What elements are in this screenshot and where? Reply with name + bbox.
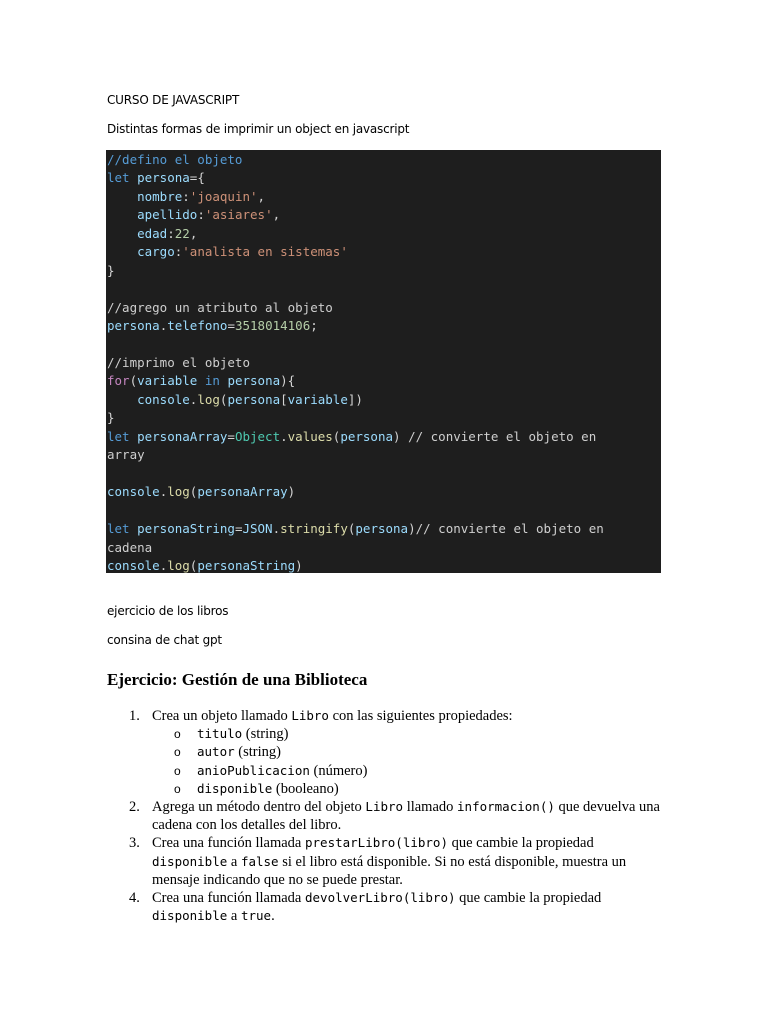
task-item: 1. Crea un objeto llamado Libro con las siguientes propiedades: bbox=[129, 708, 513, 724]
code-line: console.log(personaString) bbox=[107, 557, 303, 573]
task-number: 4. bbox=[129, 890, 140, 907]
task-number: 3. bbox=[129, 835, 140, 852]
subtitle: Distintas formas de imprimir un object en javascript bbox=[107, 122, 410, 136]
property-item: o autor (string) bbox=[174, 744, 281, 761]
property-item: o anioPublicacion (número) bbox=[174, 762, 368, 779]
code-line: array bbox=[107, 447, 145, 463]
code-line: cadena bbox=[107, 539, 153, 555]
task-number: 2. bbox=[129, 799, 140, 816]
code-line: console.log(persona[variable]) bbox=[137, 391, 363, 407]
code-content bbox=[107, 151, 661, 575]
task-number: 1. bbox=[129, 708, 140, 724]
code-line: let personaString=JSON.stringify(persona)// convierte el objeto en bbox=[107, 521, 604, 537]
code-line: apellido:'asiares', bbox=[137, 207, 281, 223]
task-item: 2. Agrega un método dentro del objeto Libro llamado informacion() que devuelva una cadena con los detalles del libro. bbox=[129, 799, 660, 834]
exercise-label: ejercicio de los libros bbox=[107, 604, 229, 618]
property-item: o disponible (booleano) bbox=[174, 780, 339, 797]
code-line: let persona={ bbox=[107, 170, 205, 186]
bullet-icon: o bbox=[174, 745, 181, 760]
code-line: persona.telefono=3518014106; bbox=[107, 318, 318, 334]
bullet-icon: o bbox=[174, 763, 181, 778]
code-line: let personaArray=Object.values(persona) // convierte el objeto en bbox=[107, 428, 597, 444]
bullet-icon: o bbox=[174, 727, 181, 742]
code-line: nombre:'joaquin', bbox=[137, 188, 266, 204]
code-line: edad:22, bbox=[137, 225, 198, 241]
course-title: CURSO DE JAVASCRIPT bbox=[107, 93, 240, 107]
task-list bbox=[107, 707, 667, 925]
code-line: } bbox=[107, 262, 115, 278]
chat-label: consina de chat gpt bbox=[107, 633, 222, 647]
code-line: //defino el objeto bbox=[107, 152, 243, 167]
task-item: 4. Crea una función llamada devolverLibro(libro) que cambie la propiedad disponible a true. bbox=[129, 890, 602, 925]
code-line: //imprimo el objeto bbox=[107, 354, 250, 370]
task-item: 3. Crea una función llamada prestarLibro(libro) que cambie la propiedad disponible a false si el libro está disponible. Si no está disponible, muestra un mensaje indicando que no se puede prestar. bbox=[129, 835, 627, 888]
bullet-icon: o bbox=[174, 781, 181, 796]
code-block bbox=[106, 150, 661, 573]
code-line: } bbox=[107, 410, 115, 426]
exercise-heading: Ejercicio: Gestión de una Biblioteca bbox=[107, 670, 368, 689]
code-line: //agrego un atributo al objeto bbox=[107, 299, 333, 315]
code-line: cargo:'analista en sistemas' bbox=[137, 244, 348, 260]
code-line: for(variable in persona){ bbox=[107, 373, 296, 389]
code-line: console.log(personaArray) bbox=[107, 484, 296, 500]
property-item: o titulo (string) bbox=[174, 726, 289, 743]
